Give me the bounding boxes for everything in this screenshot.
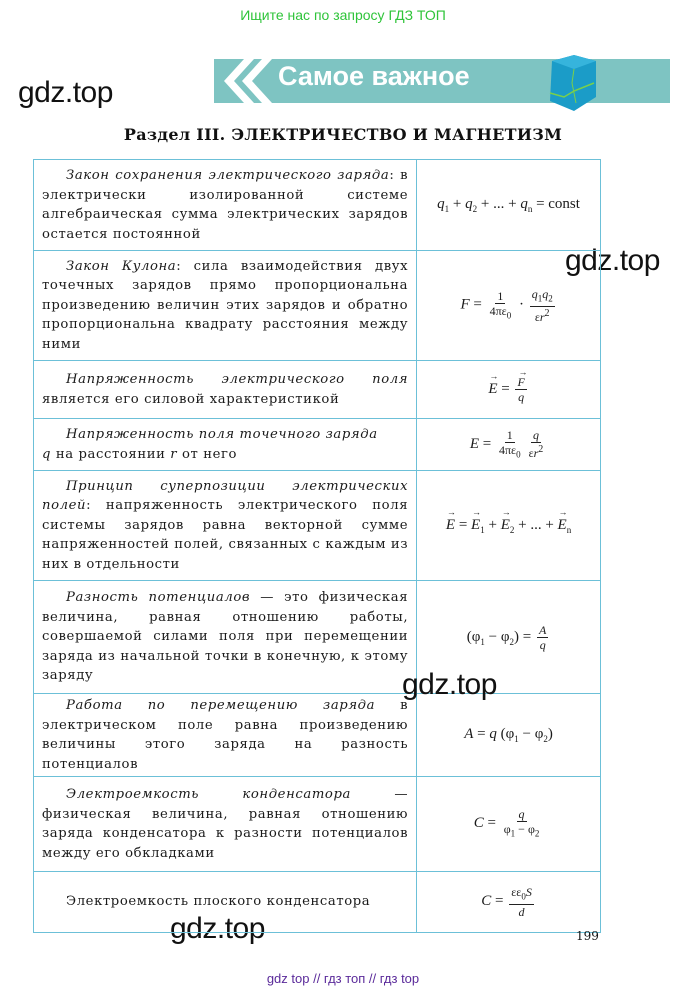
rule-term: Закон сохранения электрического заряда: [66, 168, 390, 183]
section-banner: [214, 59, 670, 103]
watermark: gdz.top: [402, 668, 497, 701]
rule-term: Закон Кулона: [66, 258, 177, 274]
watermark: gdz.top: [565, 244, 660, 277]
rule-formula: A = q $(\varphi_1 - \varphi_2)$: [417, 694, 601, 777]
top-ad-link[interactable]: Ищите нас по запросу ГДЗ ТОП: [240, 7, 446, 23]
rule-term: Напряженность электрического поля: [66, 372, 409, 387]
rule-description: Электроемкость конденсатора — физическая величина, равная отношению заряда конденсатора к разности потенциалов между его обкладками: [34, 777, 417, 872]
rule-formula: E = $\frac{1}{4\pi\varepsilon_0}$ $\frac{q}{\varepsilon r^2}$: [417, 419, 601, 471]
rule-formula: → E = → $E_1$ + → $E_2$ + ... + → $E_n$: [417, 471, 601, 581]
rule-formula: C = $\frac{q}{\varphi_1 - \varphi_2}$: [417, 777, 601, 872]
rule-description: Закон сохранения электрического заряда: в электрически изолированной системе алгебраическая сумма электрических зарядов остается постоянной: [34, 160, 417, 251]
table-row: [34, 581, 601, 694]
watermark: gdz.top: [170, 912, 265, 945]
rule-formula: → E = → $\frac{F}{q}$: [417, 361, 601, 419]
page-number: 199: [576, 929, 599, 943]
rule-formula: $q_1 + q_2$ + ... + $q_n$ = const: [417, 160, 601, 251]
rule-formula: F = $\frac{1}{4\pi\varepsilon_0}$ · $\frac{q_1q_2}{\varepsilon r^2}$: [417, 251, 601, 361]
rule-formula: C = $\frac{\varepsilon\varepsilon_0S}{d}$: [417, 872, 601, 933]
rule-description: Напряженность электрического поля является его силовой характеристикой: [34, 361, 417, 419]
table-row: [34, 419, 601, 471]
rule-term: Работа по перемещению заряда: [66, 698, 376, 713]
rule-description: Принцип суперпозиции электрических полей: напряженность электрического поля системы зарядов равна векторной сумме напряженностей полей, связанных с каждым из них в отдельности: [34, 471, 417, 581]
rule-description: Электроемкость плоского конденсатора: [34, 872, 417, 933]
rule-term: Принцип суперпозиции электрических полей: [42, 478, 409, 514]
rule-description: Разность потенциалов — это физическая величина, равная отношению работы, совершаемой силами поля при перемещении заряда из начальной точки в конечную, к этому заряду: [34, 581, 417, 694]
rule-term: Напряженность поля точечного заряда: [66, 427, 378, 442]
table-row: [34, 160, 601, 251]
section-title: Раздел III. ЭЛЕКТРИЧЕСТВО И МАГНЕТИЗМ: [123, 125, 563, 144]
banner-title: Самое важное: [278, 61, 470, 91]
rule-formula: $(\varphi_1 - \varphi_2)$ = $\frac{A}{q}$: [417, 581, 601, 694]
table-row: [34, 872, 601, 933]
rule-description: Закон Кулона: сила взаимодействия двух точечных зарядов прямо пропорциональна произведению величин этих зарядов и обратно пропорциональна квадрату расстояния между ними: [34, 251, 417, 361]
rule-term: Разность потенциалов: [66, 590, 251, 606]
rules-table: [33, 159, 601, 933]
rule-description: Напряженность поля точечного заряда q на расстоянии r от него: [34, 419, 417, 471]
rule-term: Электроемкость конденсатора: [66, 787, 351, 802]
table-row: [34, 777, 601, 872]
cube-icon: [544, 53, 604, 113]
table-row: [34, 361, 601, 419]
table-row: [34, 471, 601, 581]
rule-description: Работа по перемещению заряда в электрическом поле равна произведению величины этого заряда на разность потенциалов: [34, 694, 417, 777]
bottom-links[interactable]: gdz top // гдз топ // гдз top: [266, 971, 420, 986]
watermark: gdz.top: [18, 76, 113, 109]
double-chevron-left-icon: [222, 59, 278, 103]
table-row: [34, 251, 601, 361]
table-row: [34, 694, 601, 777]
